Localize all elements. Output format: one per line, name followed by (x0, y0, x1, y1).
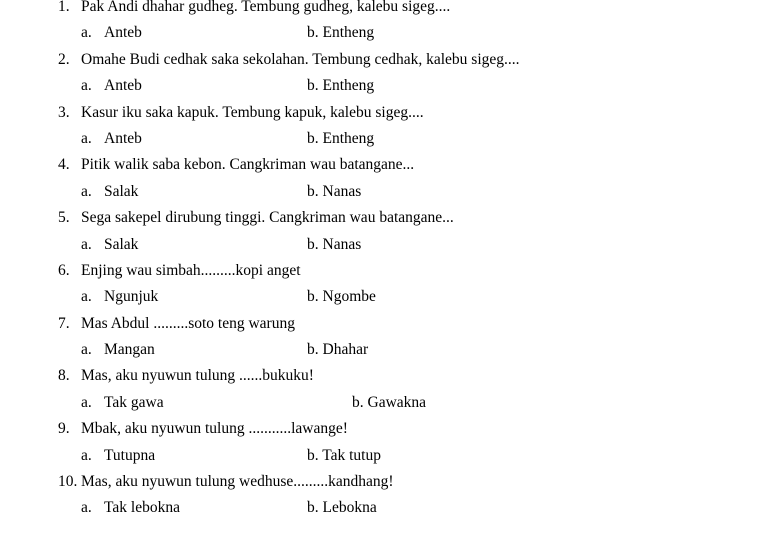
option-b: b. Ngombe (307, 288, 376, 306)
question-3-options (0, 130, 768, 156)
option-b: b. Entheng (307, 129, 375, 147)
question-text: Omahe Budi cedhak saka sekolahan. Tembung cedhak, kalebu sigeg.... (81, 50, 520, 68)
option-a: Tak gawa (104, 393, 164, 411)
question-text: Kasur iku saka kapuk. Tembung kapuk, kalebu sigeg.... (81, 103, 424, 121)
option-a-letter: a. (81, 288, 92, 306)
option-b: b. Lebokna (307, 499, 377, 517)
question-number: 5. (58, 209, 70, 227)
question-5-options (0, 236, 768, 262)
question-5 (0, 209, 768, 235)
question-2-options (0, 77, 768, 103)
question-number: 6. (58, 261, 70, 279)
option-a: Tutupna (104, 446, 156, 464)
question-10 (0, 473, 768, 499)
question-7 (0, 315, 768, 341)
question-4-options (0, 183, 768, 209)
question-text: Sega sakepel dirubung tinggi. Cangkriman wau batangane... (81, 209, 454, 227)
option-a: Salak (104, 182, 139, 200)
question-text: Pitik walik saba kebon. Cangkriman wau batangane... (81, 156, 415, 174)
option-a: Salak (104, 235, 139, 253)
question-text: Mbak, aku nyuwun tulung ...........lawange! (81, 420, 348, 438)
question-9-options (0, 447, 768, 473)
question-text: Mas, aku nyuwun tulung wedhuse.........kandhang! (81, 473, 394, 491)
option-b: b. Nanas (307, 182, 362, 200)
question-9 (0, 420, 768, 446)
question-number: 7. (58, 314, 70, 332)
option-a-letter: a. (81, 77, 92, 95)
option-a: Anteb (104, 77, 142, 95)
question-text: Mas Abdul .........soto teng warung (81, 314, 295, 332)
question-7-options (0, 341, 768, 367)
question-8-options (0, 394, 768, 420)
option-a: Tak lebokna (104, 499, 180, 517)
option-b: b. Dhahar (307, 341, 369, 359)
question-2 (0, 51, 768, 77)
option-a-letter: a. (81, 129, 92, 147)
option-b: b. Gawakna (352, 393, 427, 411)
question-number: 10. (58, 473, 78, 491)
question-1 (0, 0, 768, 24)
option-b: b. Nanas (307, 235, 362, 253)
option-a-letter: a. (81, 446, 92, 464)
option-a: Anteb (104, 129, 142, 147)
question-6-options (0, 288, 768, 314)
question-text: Enjing wau simbah.........kopi anget (81, 261, 301, 279)
question-text: Pak Andi dhahar gudheg. Tembung gudheg, kalebu sigeg.... (81, 0, 451, 15)
question-number: 3. (58, 103, 70, 121)
option-a-letter: a. (81, 499, 92, 517)
question-6 (0, 262, 768, 288)
question-number: 1. (58, 0, 70, 15)
option-a: Mangan (104, 341, 155, 359)
question-1-options (0, 24, 768, 50)
question-4 (0, 156, 768, 182)
option-b: b. Entheng (307, 24, 375, 42)
question-number: 4. (58, 156, 70, 174)
option-a-letter: a. (81, 24, 92, 42)
question-8 (0, 367, 768, 393)
question-number: 8. (58, 367, 70, 385)
option-a-letter: a. (81, 182, 92, 200)
question-number: 2. (58, 50, 70, 68)
question-number: 9. (58, 420, 70, 438)
question-10-options (0, 499, 768, 525)
question-3 (0, 104, 768, 130)
option-a: Ngunjuk (104, 288, 159, 306)
option-b: b. Tak tutup (307, 446, 381, 464)
option-a-letter: a. (81, 341, 92, 359)
option-a: Anteb (104, 24, 142, 42)
option-a-letter: a. (81, 235, 92, 253)
option-a-letter: a. (81, 393, 92, 411)
option-b: b. Entheng (307, 77, 375, 95)
question-text: Mas, aku nyuwun tulung ......bukuku! (81, 367, 314, 385)
